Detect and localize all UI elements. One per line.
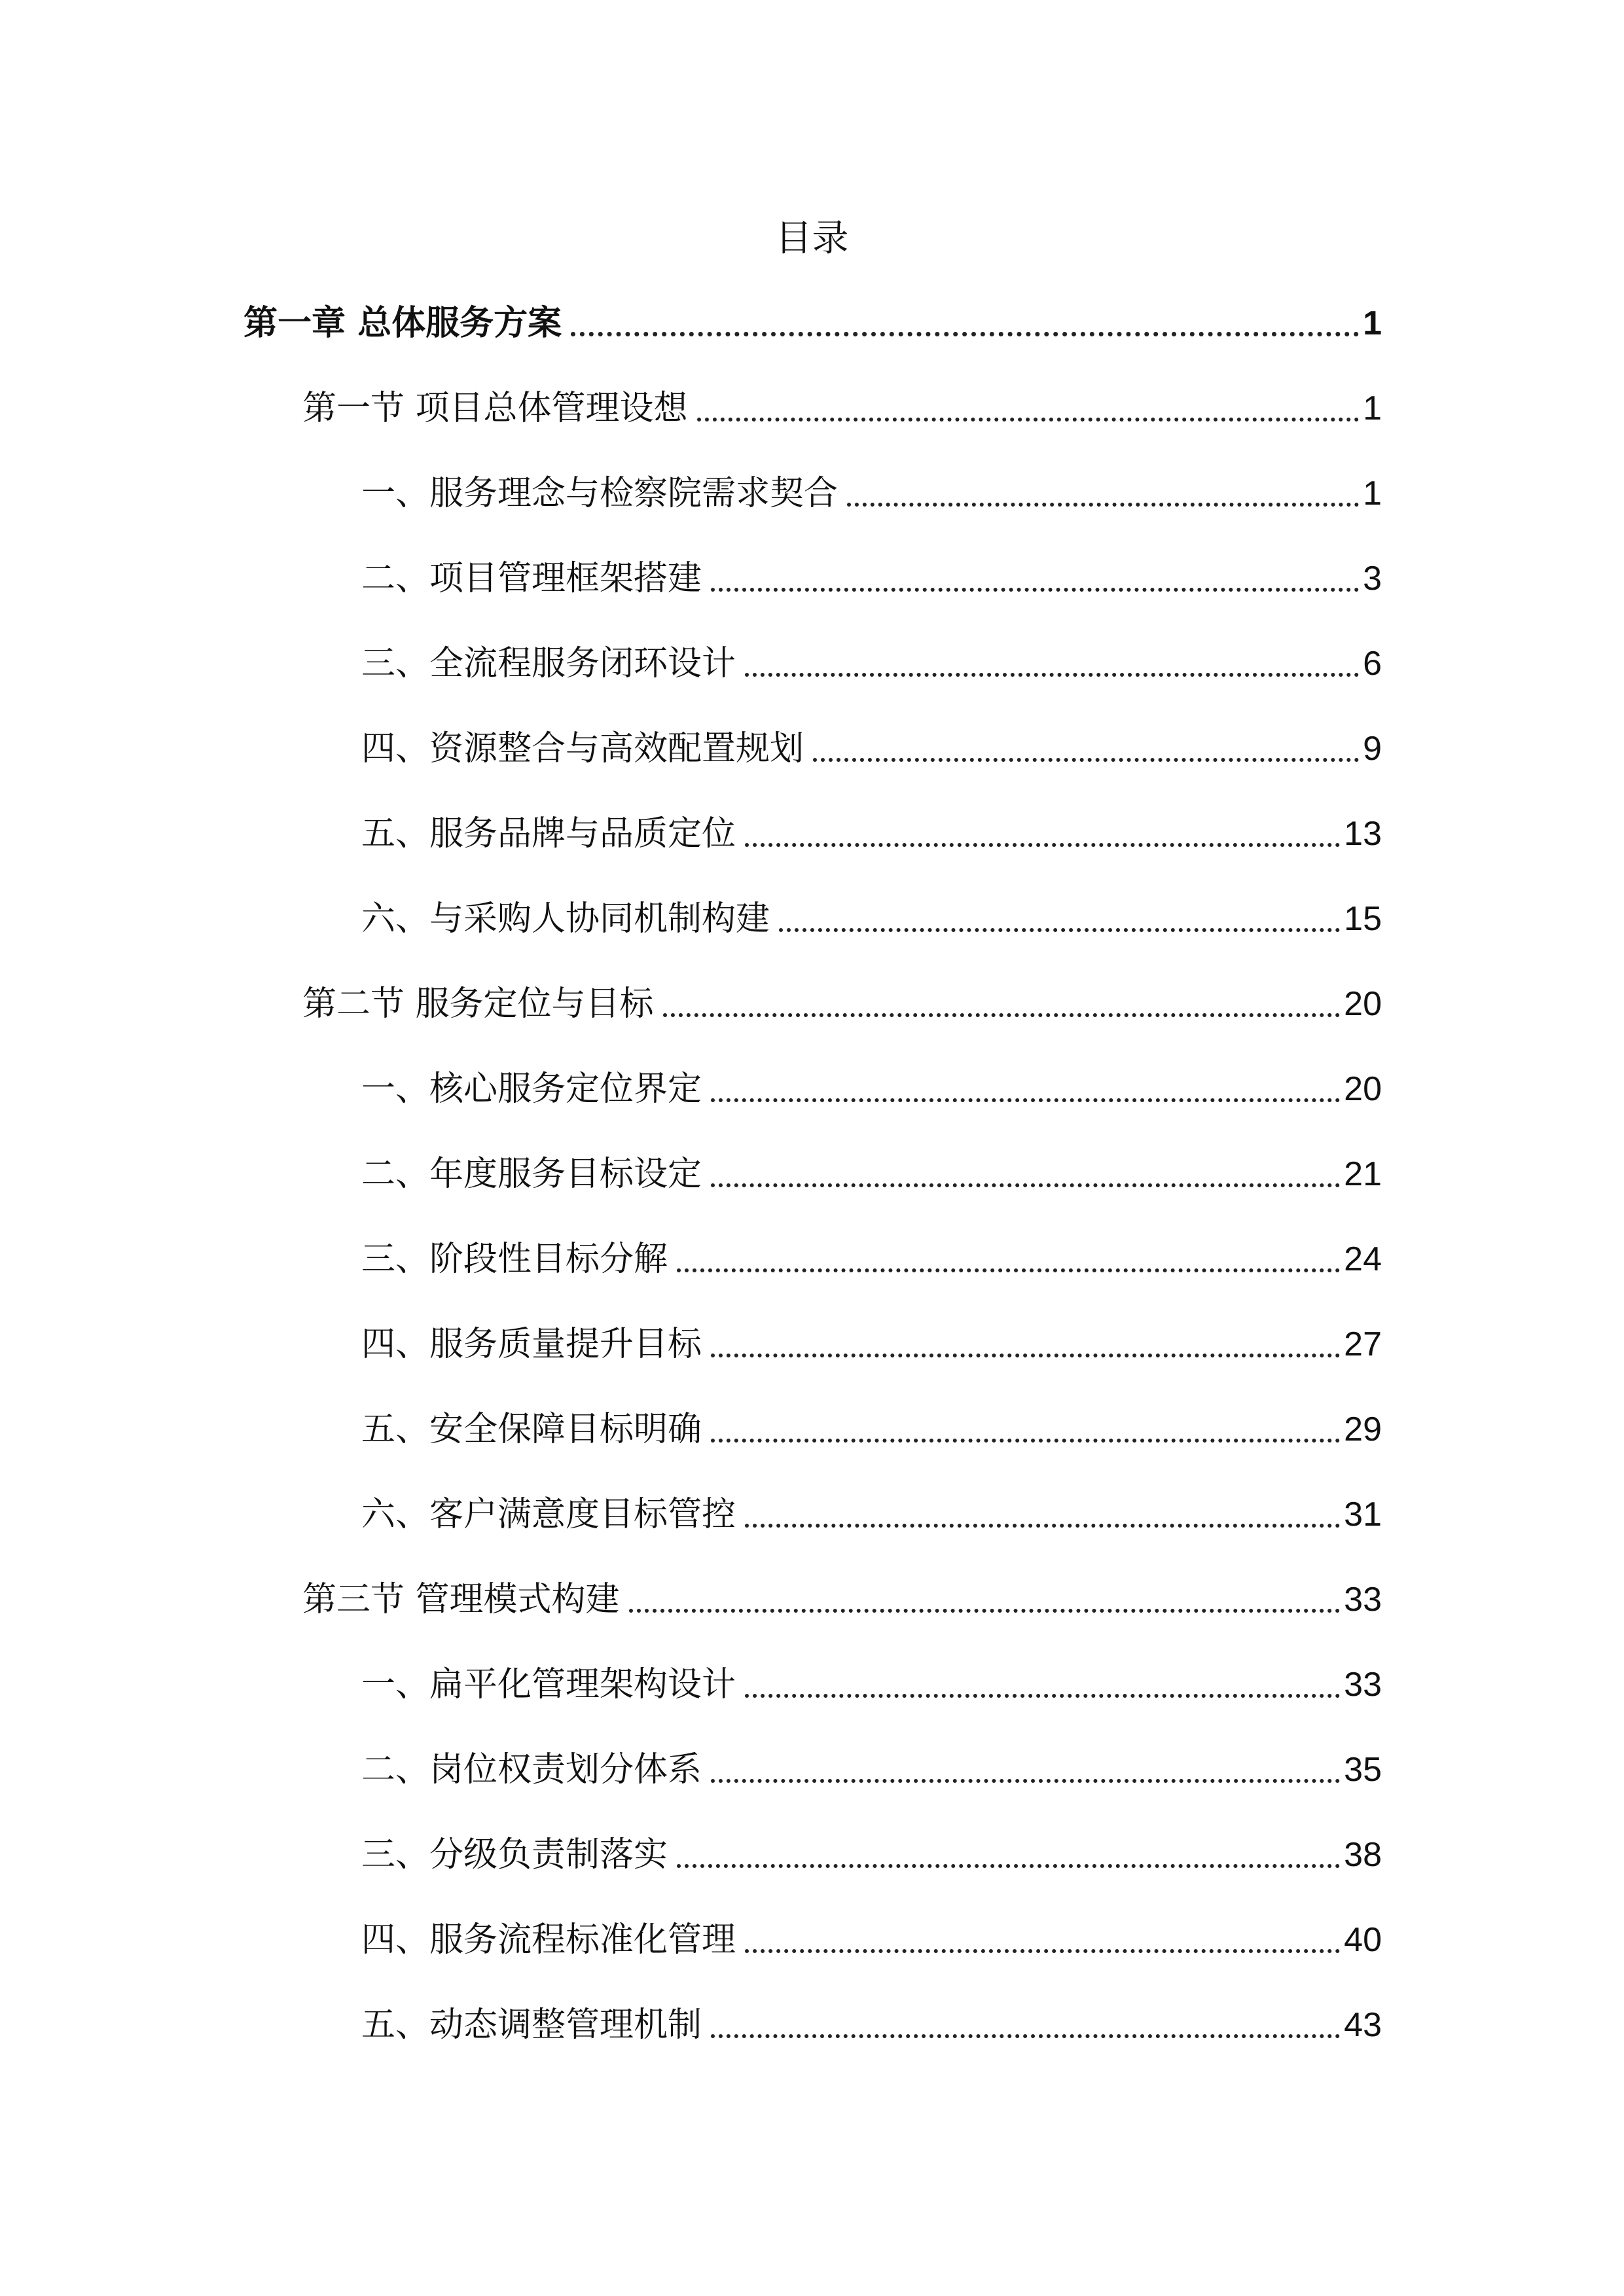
toc-page-number: 6 xyxy=(1363,645,1382,683)
toc-entry-item[interactable] xyxy=(361,801,1382,867)
toc-entry-title: 一、扁平化管理架构设计 xyxy=(361,1665,736,1704)
toc-page-number: 33 xyxy=(1344,1581,1382,1619)
toc-entry-item[interactable] xyxy=(361,1141,1382,1207)
toc-page-number: 33 xyxy=(1344,1666,1382,1704)
dot-leader xyxy=(745,843,1340,847)
toc-entry-chapter-1[interactable] xyxy=(244,291,1382,356)
toc-entry-title: 六、与采购人协同机制构建 xyxy=(361,899,770,939)
dot-leader xyxy=(711,1098,1340,1102)
toc-entry-title: 二、岗位权责划分体系 xyxy=(361,1750,702,1789)
toc-entry-section-3[interactable] xyxy=(302,1567,1382,1632)
toc-entry-item[interactable] xyxy=(361,1822,1382,1888)
toc-entry-item[interactable] xyxy=(361,631,1382,696)
toc-entry-section-1[interactable] xyxy=(302,376,1382,441)
dot-leader xyxy=(677,1864,1340,1868)
toc-entry-item[interactable] xyxy=(361,716,1382,781)
toc-entry-section-2[interactable] xyxy=(302,971,1382,1037)
dot-leader xyxy=(745,1949,1340,1953)
dot-leader xyxy=(677,1268,1340,1272)
dot-leader xyxy=(847,503,1359,507)
toc-page-number: 21 xyxy=(1344,1155,1382,1193)
toc-page-number: 1 xyxy=(1363,304,1382,342)
dot-leader xyxy=(711,2034,1340,2038)
dot-leader xyxy=(663,1013,1341,1017)
toc-page-number: 15 xyxy=(1344,900,1382,938)
toc-entry-title: 六、客户满意度目标管控 xyxy=(361,1495,736,1534)
toc-entry-item[interactable] xyxy=(361,1482,1382,1547)
toc-entry-item[interactable] xyxy=(361,1056,1382,1122)
dot-leader xyxy=(711,1183,1340,1187)
toc-page-number: 40 xyxy=(1344,1921,1382,1959)
toc-entry-title: 第三节 管理模式构建 xyxy=(302,1580,620,1619)
dot-leader xyxy=(571,332,1359,336)
dot-leader xyxy=(711,1439,1340,1443)
toc-page-number: 38 xyxy=(1344,1836,1382,1874)
toc-entry-item[interactable] xyxy=(361,1907,1382,1973)
toc-page-number: 24 xyxy=(1344,1240,1382,1278)
toc-entry-item[interactable] xyxy=(361,1737,1382,1803)
toc-entry-item[interactable] xyxy=(361,1227,1382,1292)
toc-page-number: 3 xyxy=(1363,560,1382,598)
toc-entry-title: 四、服务质量提升目标 xyxy=(361,1325,702,1364)
page-title: 目录 xyxy=(775,217,849,260)
toc-entry-item[interactable] xyxy=(361,1652,1382,1717)
toc-entry-title: 三、全流程服务闭环设计 xyxy=(361,644,736,683)
toc-page-number: 31 xyxy=(1344,1496,1382,1534)
toc-page-number: 20 xyxy=(1344,1070,1382,1108)
toc-page-number: 29 xyxy=(1344,1410,1382,1448)
toc-page-number: 1 xyxy=(1363,475,1382,512)
dot-leader xyxy=(745,1524,1340,1528)
toc-entry-title: 第一章 总体服务方案 xyxy=(244,304,562,343)
toc-entry-title: 二、年度服务目标设定 xyxy=(361,1155,702,1194)
toc-entry-title: 第二节 服务定位与目标 xyxy=(302,984,654,1024)
toc-page-number: 20 xyxy=(1344,985,1382,1023)
dot-leader xyxy=(697,418,1360,422)
toc-entry-item[interactable] xyxy=(361,1397,1382,1462)
toc-page-number: 13 xyxy=(1344,815,1382,853)
dot-leader xyxy=(745,673,1359,677)
dot-leader xyxy=(629,1609,1341,1613)
dot-leader xyxy=(711,1779,1340,1783)
toc-entry-title: 五、服务品牌与品质定位 xyxy=(361,814,736,853)
toc-page-number: 35 xyxy=(1344,1751,1382,1789)
toc-entry-title: 三、分级负责制落实 xyxy=(361,1835,668,1874)
dot-leader xyxy=(779,928,1340,932)
toc-entry-item[interactable] xyxy=(361,1992,1382,2058)
dot-leader xyxy=(813,758,1359,762)
toc-entry-title: 四、资源整合与高效配置规划 xyxy=(361,729,804,768)
toc-page-number: 9 xyxy=(1363,730,1382,768)
toc-page-number: 27 xyxy=(1344,1325,1382,1363)
toc-entry-item[interactable] xyxy=(361,886,1382,952)
toc-page-number: 1 xyxy=(1363,389,1382,427)
dot-leader xyxy=(711,588,1359,592)
toc-entry-title: 二、项目管理框架搭建 xyxy=(361,559,702,598)
dot-leader xyxy=(745,1694,1340,1698)
toc-entry-title: 一、服务理念与检察院需求契合 xyxy=(361,474,839,513)
toc-entry-title: 五、动态调整管理机制 xyxy=(361,2005,702,2045)
toc-page-number: 43 xyxy=(1344,2006,1382,2044)
toc-entry-title: 第一节 项目总体管理设想 xyxy=(302,389,688,428)
toc-entry-title: 三、阶段性目标分解 xyxy=(361,1240,668,1279)
toc-entry-title: 四、服务流程标准化管理 xyxy=(361,1920,736,1960)
toc-entry-title: 一、核心服务定位界定 xyxy=(361,1069,702,1109)
dot-leader xyxy=(711,1354,1340,1357)
toc-entry-item[interactable] xyxy=(361,546,1382,611)
toc-entry-title: 五、安全保障目标明确 xyxy=(361,1410,702,1449)
toc-entry-item[interactable] xyxy=(361,461,1382,526)
toc-entry-item[interactable] xyxy=(361,1312,1382,1377)
